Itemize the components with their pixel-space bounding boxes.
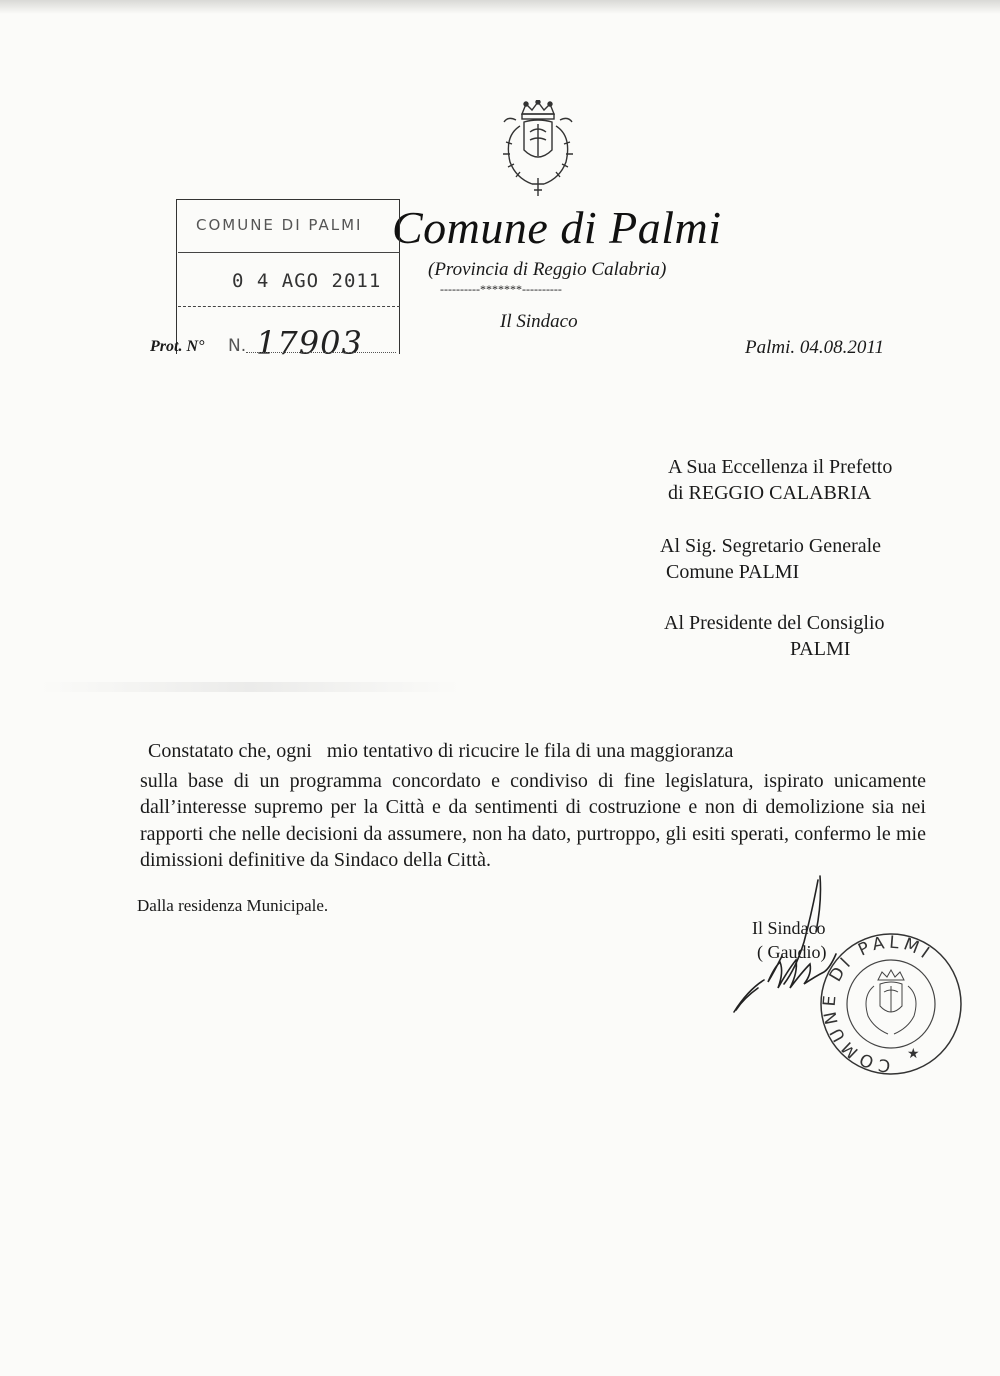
addressee-line: Comune PALMI [666,561,800,583]
protocol-label: Prot. N° [150,338,205,355]
addressee-line: Al Presidente del Consiglio [664,612,885,634]
closing-line: Dalla residenza Municipale. [137,896,329,915]
addressee-line: PALMI [790,638,851,660]
stamp-date: 0 4 AGO 2011 [232,270,382,292]
coat-of-arms-icon [492,100,584,200]
svg-text:★: ★ [907,1046,920,1062]
scan-smudge [40,682,460,692]
stamp-municipality: COMUNE DI PALMI [196,216,363,234]
body-first-line: Constatato che, ogni mio tentativo di ricucire le fila di una maggioranza [148,740,734,762]
office-label: Il Sindaco [500,311,578,332]
province-subtitle: (Provincia di Reggio Calabria) [428,259,667,280]
scan-edge-shadow [0,0,1000,14]
stamp-divider [178,306,400,307]
seal-text: COMUNE DI PALMI [819,932,936,1076]
protocol-number: 17903 [256,324,363,362]
official-seal [816,930,966,1078]
protocol-dotted-line [246,352,396,353]
addressee-line: Al Sig. Segretario Generale [660,535,882,557]
signatory-name: ( Gaudio) [757,942,827,962]
addressee-line: di REGGIO CALABRIA [668,482,872,504]
body-paragraph: sulla base di un programma concordato e condiviso di fine legislatura, ispirato unicamente dall’interesse supremo per la Città e da sentimenti di costruzione e non di demolizione sia nei rapporti che nelle decisioni da assumere, non ha dato, purtroppo, gli esiti sperati, confermo le mie dimissioni definitive da Sindaco della Città. [140,770,926,872]
signatory-title: Il Sindaco [752,918,826,938]
stamp-divider [178,252,400,253]
ornament-divider: ----------*******---------- [440,282,562,296]
protocol-n-label: N. [228,336,247,356]
date-line: Palmi. 04.08.2011 [745,337,884,358]
addressee-line: A Sua Eccellenza il Prefetto [668,456,893,478]
municipality-title: Comune di Palmi [392,202,722,253]
